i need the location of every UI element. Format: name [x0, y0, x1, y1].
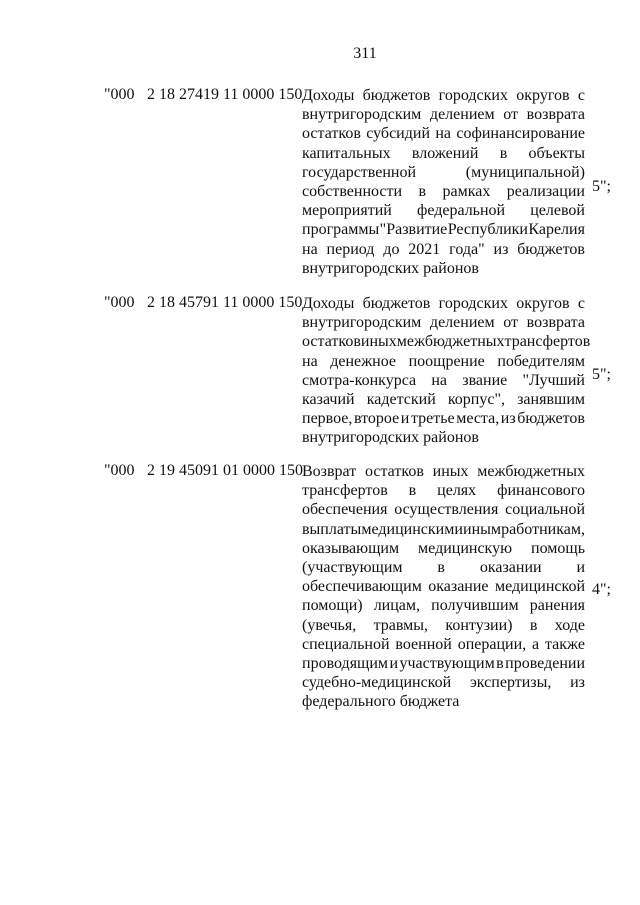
description-line: [302, 462, 585, 481]
description-line: [302, 86, 585, 105]
word: участвующим: [399, 655, 495, 673]
justified-line: [302, 105, 585, 124]
justified-line: [302, 616, 585, 635]
word: обеспечивающим: [302, 578, 422, 596]
word: "Лучший: [522, 371, 585, 389]
word: "Развитие: [379, 221, 448, 239]
word: оказывающим: [302, 539, 400, 557]
word: до: [383, 240, 400, 258]
description-line: [302, 616, 585, 635]
word: а: [532, 635, 540, 653]
word: бюджетов: [517, 410, 585, 428]
justified-line: [302, 577, 585, 596]
budget-classification-code: 2 18 45791 11 0000 150: [147, 294, 303, 311]
justified-line: [302, 144, 585, 163]
description-line: [302, 558, 585, 577]
justified-line: [302, 390, 585, 409]
description-line: [302, 163, 585, 182]
word: на: [435, 125, 452, 143]
word: делением: [429, 106, 495, 124]
word: Доходы: [302, 87, 355, 104]
word: и: [400, 410, 410, 428]
description-line: [302, 220, 585, 239]
value-cell: 5";: [592, 178, 611, 195]
justified-line: [302, 371, 585, 390]
word: на: [302, 240, 318, 258]
word: трансфертов: [504, 333, 591, 351]
word: с: [577, 295, 585, 312]
word: возврата: [526, 314, 585, 332]
description-line: [302, 124, 585, 143]
word: на: [302, 352, 318, 370]
word: занявшим: [517, 391, 585, 409]
word: обеспечения: [302, 501, 388, 519]
word: 2021: [408, 240, 441, 258]
word: Доходы: [302, 295, 355, 312]
justified-line: [302, 635, 585, 654]
income-description: [302, 294, 591, 448]
word: работникам,: [501, 520, 585, 538]
word: (участвующим: [302, 559, 403, 577]
justified-line: [302, 558, 585, 577]
description-line: [302, 596, 585, 615]
word: (муниципальной): [465, 163, 585, 181]
word: внутригородским: [302, 106, 422, 124]
word: корпус",: [447, 391, 505, 409]
justified-line: [302, 409, 585, 428]
description-line: [302, 500, 585, 519]
income-description: [302, 462, 585, 712]
description-line: [302, 539, 585, 558]
word: смотра-конкурса: [302, 371, 417, 389]
word: федеральной: [416, 202, 506, 220]
word: делением: [429, 314, 495, 332]
word: в: [499, 144, 508, 162]
justified-line: [302, 86, 585, 105]
justified-line: [302, 124, 585, 143]
word: софинансирование: [456, 125, 585, 143]
justified-line: [302, 462, 585, 481]
page-number: 311: [353, 45, 377, 62]
word: (увечья,: [302, 616, 357, 634]
word: иных: [432, 463, 469, 480]
word: субсидий: [366, 125, 430, 143]
word: государственной: [302, 163, 417, 181]
justified-line: [302, 596, 585, 615]
word: экспертизы,: [469, 674, 552, 692]
word: внутригородским: [302, 314, 422, 332]
word: социальной: [505, 501, 585, 519]
word: года": [449, 240, 485, 258]
word: в: [437, 559, 445, 577]
justified-line: [302, 654, 585, 673]
word: бюджетов: [362, 295, 431, 312]
word: в: [529, 616, 538, 634]
description-line: [302, 481, 585, 500]
word: лицам,: [373, 597, 421, 615]
word: период: [326, 240, 375, 258]
word: на: [431, 371, 448, 389]
description-line: [302, 332, 591, 351]
budget-classification-code: 2 18 27419 11 0000 150: [147, 86, 303, 103]
word: от: [503, 106, 519, 124]
word: выплаты: [302, 520, 362, 538]
description-line: [302, 313, 585, 332]
description-line: [302, 390, 585, 409]
word: в: [496, 655, 504, 673]
word: реализации: [506, 183, 585, 201]
justified-line: [302, 481, 585, 500]
word: помощь: [531, 539, 585, 557]
word: остатков: [364, 463, 424, 480]
word: иных: [360, 333, 397, 351]
description-line: [302, 371, 585, 390]
admin-code: "000: [104, 86, 135, 103]
income-description: [302, 86, 585, 278]
word: помощи): [302, 597, 363, 615]
justified-line: [302, 294, 585, 313]
word: осуществления: [394, 501, 499, 519]
word: капитальных: [302, 144, 391, 162]
value-cell: 4";: [592, 581, 611, 598]
word: Республики: [447, 221, 528, 239]
word: вложений: [411, 144, 479, 162]
word: судебно-медицинской: [302, 674, 452, 692]
word: финансового: [497, 482, 585, 500]
description-line: внутригородских районов: [302, 259, 479, 277]
word: остатков: [302, 125, 361, 143]
word: ходе: [554, 616, 585, 634]
description-line: [302, 577, 585, 596]
word: денежное: [330, 352, 397, 370]
justified-line: [302, 313, 585, 332]
description-line: [302, 182, 585, 201]
word: места,: [456, 410, 500, 428]
word: межбюджетных: [396, 333, 505, 351]
word: межбюджетных: [477, 463, 585, 480]
word: медицинскую: [418, 539, 513, 557]
word: бюджетов: [517, 240, 585, 258]
description-line: [302, 635, 585, 654]
justified-line: [302, 520, 585, 539]
word: целевой: [530, 202, 585, 220]
admin-code: "000: [104, 294, 135, 311]
word: специальной: [302, 635, 390, 653]
description-line: [302, 352, 585, 371]
word: в: [408, 482, 417, 500]
word: также: [544, 635, 585, 653]
description-line: федерального бюджета: [302, 693, 460, 711]
word: трансфертов: [302, 482, 388, 500]
word: остатков: [302, 333, 361, 351]
word: иным: [463, 520, 501, 538]
word: операции,: [457, 635, 527, 653]
word: Карелия: [528, 221, 585, 239]
word: и: [454, 520, 463, 538]
justified-line: [302, 500, 585, 519]
word: первое,: [302, 410, 353, 428]
description-line: [302, 240, 585, 259]
word: мероприятий: [302, 202, 392, 220]
word: бюджетов: [362, 87, 431, 104]
word: целях: [437, 482, 477, 500]
word: поощрение: [408, 352, 485, 370]
justified-line: [302, 539, 585, 558]
word: казачий: [302, 391, 355, 409]
word: проводящим: [302, 655, 389, 673]
word: из: [493, 240, 509, 258]
justified-line: [302, 352, 585, 371]
word: травмы,: [373, 616, 429, 634]
word: контузии): [445, 616, 513, 634]
justified-line: [302, 332, 591, 351]
justified-line: [302, 673, 585, 692]
word: военной: [395, 635, 452, 653]
word: объекты: [528, 144, 585, 162]
word: проведении: [505, 655, 585, 673]
word: второе: [353, 410, 400, 428]
description-line: [302, 673, 585, 692]
word: оказании: [479, 559, 542, 577]
description-line: [302, 654, 585, 673]
word: третье: [410, 410, 455, 428]
description-line: [302, 520, 585, 539]
word: собственности: [302, 183, 403, 201]
word: с: [577, 87, 585, 104]
word: медицинским: [361, 520, 455, 538]
justified-line: [302, 220, 585, 239]
word: победителям: [497, 352, 585, 370]
word: оказание: [428, 578, 489, 596]
word: и: [389, 655, 399, 673]
word: городских: [438, 87, 508, 104]
word: округов: [516, 87, 570, 104]
word: из: [500, 410, 516, 428]
value-cell: 5";: [592, 366, 611, 383]
budget-classification-code: 2 19 45091 01 0000 150: [147, 462, 303, 479]
justified-line: [302, 182, 585, 201]
word: из: [570, 674, 585, 692]
justified-line: [302, 201, 585, 220]
word: программы: [302, 221, 380, 239]
word: рамках: [442, 183, 491, 201]
description-line: [302, 294, 585, 313]
description-line: [302, 105, 585, 124]
word: получившим: [431, 597, 519, 615]
word: звание: [462, 371, 508, 389]
word: и: [576, 559, 585, 577]
description-line: [302, 409, 585, 428]
description-line: внутригородских районов: [302, 429, 479, 447]
word: возврата: [526, 106, 585, 124]
word: кадетский: [366, 391, 436, 409]
word: медицинской: [494, 578, 585, 596]
admin-code: "000: [104, 462, 135, 479]
justified-line: [302, 163, 585, 182]
justified-line: [302, 240, 585, 259]
word: Возврат: [302, 463, 357, 480]
word: от: [503, 314, 519, 332]
description-line: [302, 144, 585, 163]
description-line: [302, 201, 585, 220]
word: ранения: [529, 597, 585, 615]
word: в: [418, 183, 427, 201]
word: городских: [438, 295, 508, 312]
word: округов: [516, 295, 570, 312]
